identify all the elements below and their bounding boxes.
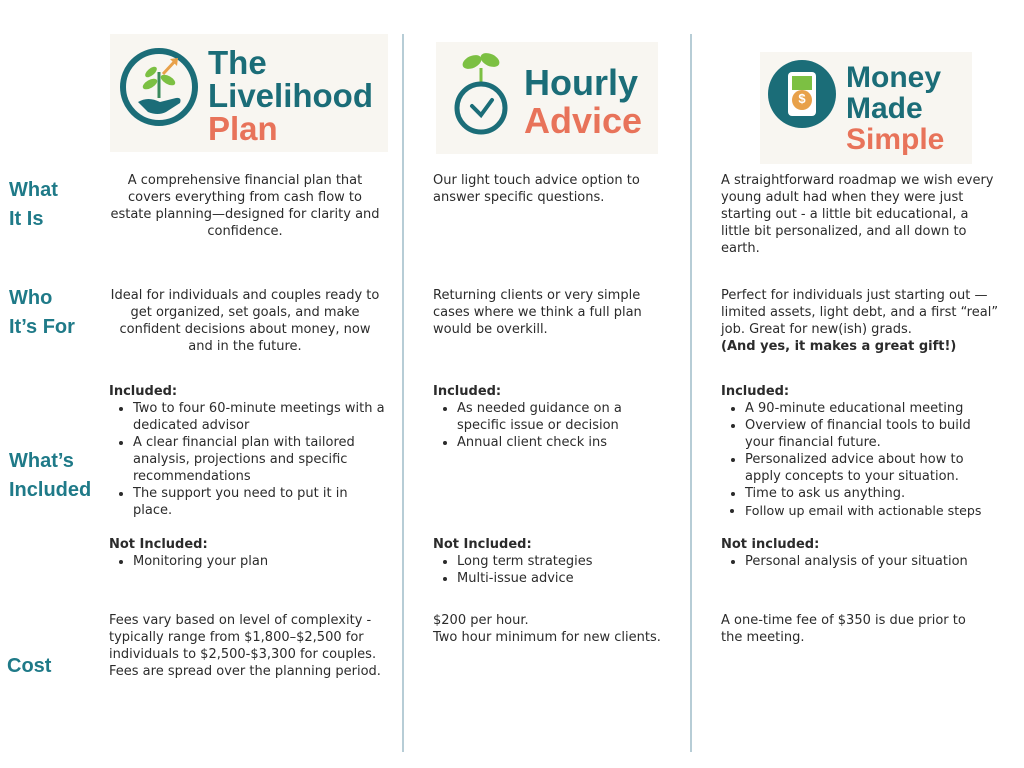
logo-line-money: Money <box>846 61 942 94</box>
money-cost: A one-time fee of $350 is due prior to the meeting. <box>721 613 966 645</box>
money-who-its-for: Perfect for individuals just starting out —limited assets, light debt, and a first “real” job. Great for new(ish) grads. (And yes, it makes a great gift!) <box>721 288 999 354</box>
money-what-it-is: A straightforward roadmap we wish every young adult had when they were just starting out - a little bit educational, a little bit personalized, and all down to earth. <box>721 173 994 256</box>
money-included: Included: • A 90-minute educational meeting • Overview of financial tools to build your financial future. • Personalized advice about how to apply concepts to your situation. • Time to ask us anything. • Follow up email with actionable steps Not included: • Personal analysis of your situation <box>721 383 1017 570</box>
coin-symbol: $ <box>798 91 806 106</box>
column-divider-1 <box>402 34 404 752</box>
logo-line-the: The <box>208 44 267 81</box>
list-item: • Time to ask us anything. <box>745 485 1017 502</box>
livelihood-not-included-list <box>109 553 385 570</box>
livelihood-included-list <box>109 400 385 519</box>
list-item: • Personalized advice about how to apply concepts to your situation. <box>745 451 995 485</box>
livelihood-included: Included: • Two to four 60-minute meetings with a dedicated advisor • A clear financial plan with tailored analysis, projections and specific recommendations • The support you need to put it in place. Not Included: • Monitoring your plan <box>109 383 385 570</box>
hourly-what-it-is: Our light touch advice option to answer specific questions. <box>433 173 640 205</box>
logo-line-simple: Simple <box>846 123 945 156</box>
list-item: • Multi-issue advice <box>457 570 683 587</box>
row-label-whats-included: What’s Included <box>9 450 92 501</box>
hourly-not-included: Not Included: • Long term strategies • Multi-issue advice <box>433 536 683 587</box>
hourly-included-list <box>433 400 683 451</box>
money-not-included-list <box>721 553 1017 570</box>
livelihood-cost: Fees vary based on level of complexity - typically range from $1,800–$2,500 for individuals to $2,500-$3,300 for couples. Fees are spread over the planning period. <box>109 613 381 679</box>
hourly-cost: $200 per hour. Two hour minimum for new clients. <box>433 613 661 645</box>
list-item: • Follow up email with actionable steps <box>745 502 1017 519</box>
list-item: • Overview of financial tools to build your financial future. <box>745 417 995 451</box>
hourly-included: Included: • As needed guidance on a specific issue or decision • Annual client check ins <box>433 383 683 451</box>
clock-sprout-icon <box>450 48 512 138</box>
logo-line-made: Made <box>846 92 923 125</box>
money-made-simple-logo <box>760 52 972 164</box>
list-item: • A clear financial plan with tailored analysis, projections and specific recommendations <box>133 434 385 485</box>
hand-plant-icon <box>118 46 200 128</box>
hourly-who-its-for: Returning clients or very simple cases where we think a full plan would be overkill. <box>433 288 642 337</box>
money-included-list <box>721 400 1017 519</box>
list-item: • Long term strategies <box>457 553 683 570</box>
logo-line-hourly: Hourly <box>524 62 639 103</box>
list-item: • Two to four 60-minute meetings with a dedicated advisor <box>133 400 385 434</box>
list-item: • Personal analysis of your situation <box>745 553 1017 570</box>
row-label-cost: Cost <box>7 655 52 677</box>
logo-line-advice: Advice <box>524 100 643 141</box>
list-item: • Annual client check ins <box>457 434 683 451</box>
hourly-advice-logo <box>436 42 658 154</box>
list-item: • As needed guidance on a specific issue or decision <box>457 400 637 434</box>
row-label-what-it-is: What It Is <box>9 179 58 230</box>
row-label-who-its-for: Who It’s For <box>9 287 75 338</box>
hourly-not-included-list <box>433 553 683 587</box>
column-divider-2 <box>690 34 692 752</box>
livelihood-plan-logo <box>110 34 388 152</box>
logo-line-plan: Plan <box>208 110 278 147</box>
list-item: • Monitoring your plan <box>133 553 385 570</box>
livelihood-who-its-for: Ideal for individuals and couples ready to get organized, set goals, and make confident decisions about money, now and in the future. <box>110 288 380 354</box>
livelihood-what-it-is: A comprehensive financial plan that covers everything from cash flow to estate planning—designed for clarity and confidence. <box>110 173 380 239</box>
logo-line-livelihood: Livelihood <box>208 77 373 114</box>
list-item: • A 90-minute educational meeting <box>745 400 1017 417</box>
list-item: • The support you need to put it in place. <box>133 485 385 519</box>
